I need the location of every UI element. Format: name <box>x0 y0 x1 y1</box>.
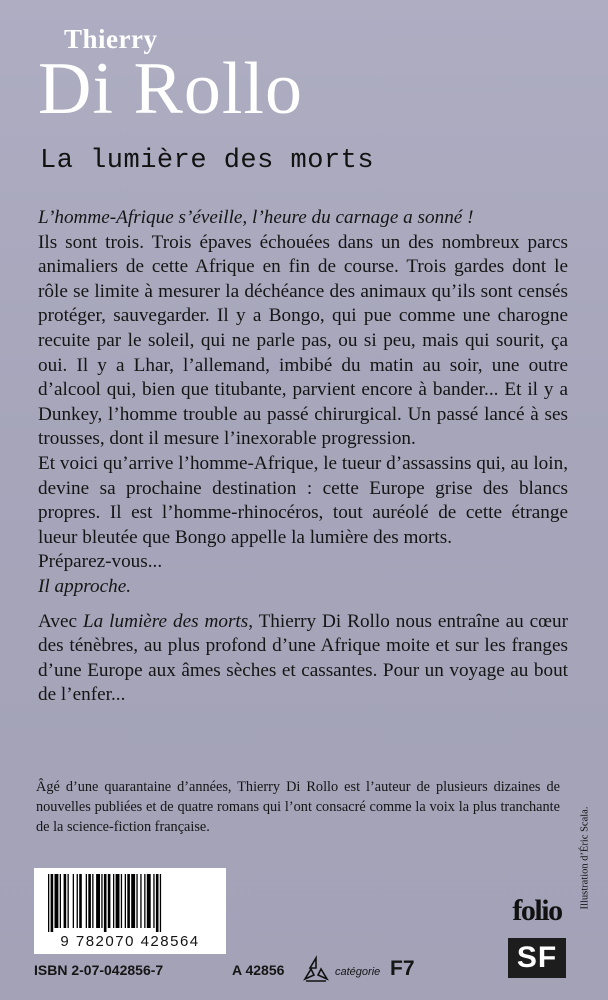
blurb <box>38 206 568 708</box>
blurb-line: Préparez-vous... <box>38 551 163 573</box>
author-last-name: Di Rollo <box>38 48 303 130</box>
barcode-bar <box>121 874 122 928</box>
barcode-bar <box>79 874 82 928</box>
barcode-bar <box>113 874 114 928</box>
barcode-bar <box>127 874 130 928</box>
blurb-line: Il approche. <box>38 575 132 597</box>
illustration-credit: Illustration d’Éric Scala. <box>579 806 591 910</box>
sf-logo: SF <box>508 938 566 978</box>
barcode-bar <box>64 874 67 928</box>
blurb-closing <box>38 610 568 708</box>
barcode-bar <box>101 874 102 928</box>
barcode-bar <box>88 874 91 928</box>
barcode-bar <box>160 874 161 932</box>
barcode-bar <box>140 874 141 928</box>
barcode <box>34 868 226 954</box>
closing-text: , Thierry Di Rollo nous entraîne au cœur des ténèbres, au plus profond d’une Afrique moite et sur les franges d’une Europe aux âmes sèches et cassantes. Pour un voyage au bout de l’enfer... <box>38 610 568 706</box>
barcode-bar <box>131 874 135 928</box>
folio-logo: folio <box>512 894 562 927</box>
barcode-digits: 9 782070 428564 <box>60 933 200 950</box>
bio-text: Âgé d’une quarantaine d’années, Thierry Di Rollo est l’auteur de plusieurs dizaines de nouvelles publiées et de quatre romans qui l’ont consacré comme la voix la plus tranchante de la science-fiction française. <box>36 779 560 835</box>
barcode-bar <box>55 874 59 928</box>
blurb-paragraph: Ils sont trois. Trois épaves échouées dans un des nombreux parcs animaliers de cette Afrique en fin de course. Trois gardes dont le rôle se limite à mesurer la déchéance des animaux qu’ils sont censés protéger, sauvegarder. Il y a Bongo, qui pue comme une charogne recuite par le soleil, qui ne parle pas, ou si peu, mais qui sourit, ça oui. Il y a Lhar, l’allemand, imbibé du matin au soir, une outre d’alcool qui, bien que titubante, parvient encore à bander... Et il y a Dunkey, l’homme trouble au passé chirurgical. Un passé lancé à ses trousses, dont il mesure l’inexorable progression. <box>38 231 568 450</box>
barcode-bar <box>77 874 78 928</box>
barcode-bar <box>60 874 61 928</box>
barcode-bar <box>108 874 111 928</box>
blurb-tagline: L’homme-Afrique s’éveille, l’heure du carnage a sonné ! <box>38 207 474 228</box>
barcode-bar <box>125 874 126 928</box>
barcode-bar <box>156 874 159 932</box>
barcode-bar <box>144 874 145 928</box>
barcode-bar <box>48 874 49 932</box>
barcode-bar <box>153 874 154 928</box>
barcode-bar <box>96 874 100 928</box>
blurb-paragraph: Et voici qu’arrive l’homme-Afrique, le tueur d’assassins qui, au loin, devine sa prochaine destination : cette Europe grise des blancs propres. Il est l’homme-rhinocéros, tout auréolé de cette étrange lueur bleutée que Bongo appelle la lumière des morts. <box>38 452 568 548</box>
barcode-bar <box>92 874 93 928</box>
barcode-bar <box>136 874 137 928</box>
barcode-bar <box>68 874 69 928</box>
barcode-bar <box>147 874 151 928</box>
barcode-bar <box>116 874 120 928</box>
barcode-bar <box>73 874 74 928</box>
category-label: catégorie <box>335 966 381 978</box>
barcode-bar <box>51 874 54 932</box>
closing-prefix: Avec <box>38 610 83 632</box>
author-first-name: Thierry <box>64 24 158 54</box>
barcode-bars <box>44 874 216 932</box>
recycle-symbol-icon <box>300 955 332 985</box>
closing-title: La lumière des morts <box>82 610 249 632</box>
category-code: F7 <box>390 957 415 980</box>
reference-number: A 42856 <box>232 962 285 978</box>
isbn: ISBN 2-07-042856-7 <box>34 962 164 978</box>
barcode-bar <box>86 874 87 928</box>
barcode-bar <box>104 874 107 932</box>
book-title: La lumière des morts <box>40 146 375 176</box>
author-bio <box>36 777 560 837</box>
